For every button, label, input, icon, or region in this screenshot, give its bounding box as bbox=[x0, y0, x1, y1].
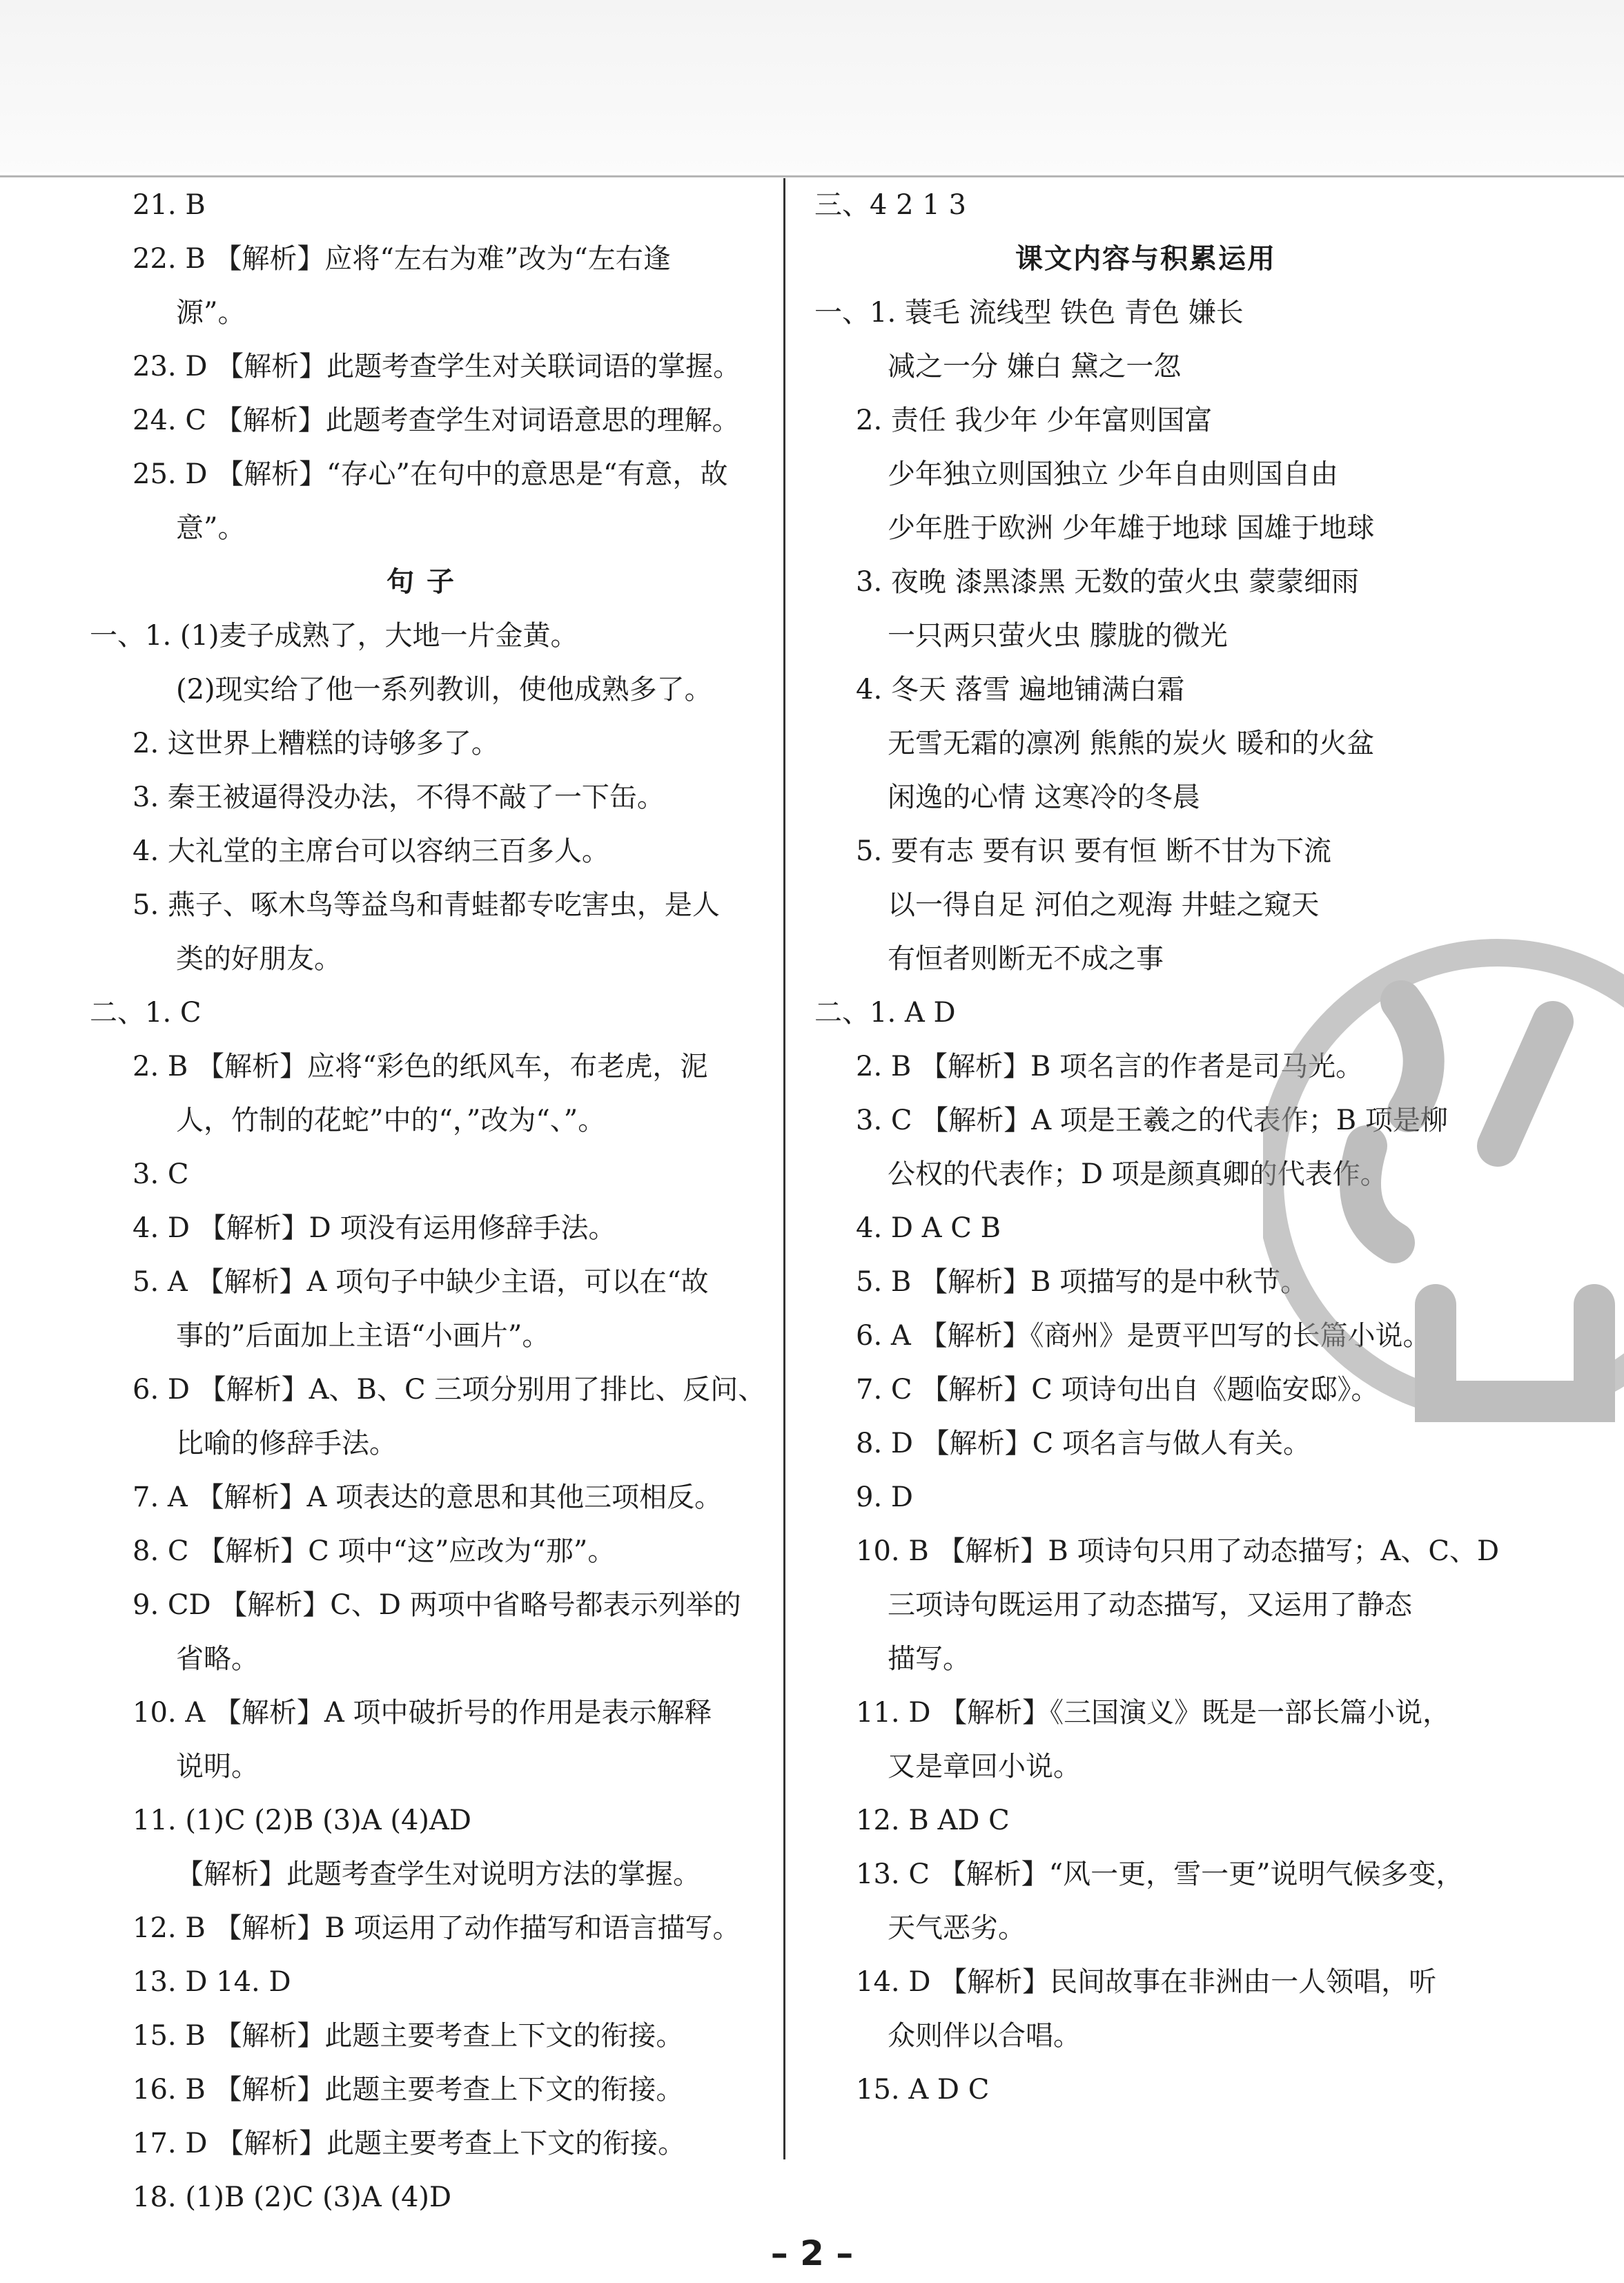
right-answer-line: 5. B 【解析】B 项描写的是中秋节。 bbox=[856, 1266, 1309, 1298]
left-answer-line: 18. (1)B (2)C (3)A (4)D bbox=[133, 2182, 452, 2213]
left-answer-line: 5. 燕子、啄木鸟等益鸟和青蛙都专吃害虫，是人 bbox=[133, 889, 720, 921]
right-answer-line: 众则伴以合唱。 bbox=[888, 2020, 1081, 2052]
left-answer-line: 21. B bbox=[133, 189, 206, 221]
left-answer-line: 23. D 【解析】此题考查学生对关联词语的掌握。 bbox=[133, 351, 741, 382]
left-answer-line: 4. D 【解析】D 项没有运用修辞手法。 bbox=[133, 1212, 616, 1244]
right-answer-line: 一只两只萤火虫 朦胧的微光 bbox=[888, 620, 1228, 652]
left-answer-line: 25. D 【解析】“存心”在句中的意思是“有意，故 bbox=[133, 458, 728, 490]
right-answer-line: 2. 责任 我少年 少年富则国富 bbox=[856, 405, 1213, 436]
left-answer-line: 5. A 【解析】A 项句子中缺少主语，可以在“故 bbox=[133, 1266, 709, 1298]
right-answer-line: 4. 冬天 落雪 遍地铺满白霜 bbox=[856, 674, 1185, 706]
right-answer-line: 以一得自足 河伯之观海 井蛙之窥天 bbox=[888, 889, 1320, 921]
watermark-seal-icon bbox=[1263, 918, 1624, 1443]
left-answer-line: 说明。 bbox=[176, 1751, 259, 1782]
right-answer-line: 13. C 【解析】“风一更，雪一更”说明气候多变， bbox=[856, 1858, 1464, 1890]
left-column bbox=[90, 178, 766, 2224]
right-answer-line: 14. D 【解析】民间故事在非洲由一人领唱，听 bbox=[856, 1966, 1437, 1998]
left-answer-line: 意”。 bbox=[176, 512, 246, 544]
right-answer-line: 2. B 【解析】B 项名言的作者是司马光。 bbox=[856, 1051, 1364, 1082]
right-answer-line: 4. D A C B bbox=[856, 1212, 1001, 1244]
right-answer-line: 减之一分 嫌白 黛之一忽 bbox=[888, 351, 1182, 382]
left-answer-line: 17. D 【解析】此题主要考查上下文的衔接。 bbox=[133, 2128, 686, 2159]
right-answer-line: 3. C 【解析】A 项是王羲之的代表作；B 项是柳 bbox=[856, 1105, 1448, 1136]
right-answer-line: 6. A 【解析】《商州》是贾平凹写的长篇小说。 bbox=[856, 1320, 1431, 1352]
left-answer-line: 2. 这世界上糟糕的诗够多了。 bbox=[133, 728, 499, 759]
right-answer-line: 又是章回小说。 bbox=[888, 1751, 1081, 1782]
right-answer-line: 有恒者则断无不成之事 bbox=[888, 943, 1164, 975]
left-answer-line: 句 子 bbox=[387, 565, 456, 598]
right-answer-line: 课文内容与积累运用 bbox=[1015, 242, 1276, 275]
left-answer-line: 6. D 【解析】A、B、C 三项分别用了排比、反问、 bbox=[133, 1374, 766, 1406]
left-answer-line: 4. 大礼堂的主席台可以容纳三百多人。 bbox=[133, 835, 609, 867]
left-answer-line: 9. CD 【解析】C、D 两项中省略号都表示列举的 bbox=[133, 1589, 741, 1621]
right-answer-line: 三、4 2 1 3 bbox=[814, 189, 966, 221]
right-answer-line: 3. 夜晚 漆黑漆黑 无数的萤火虫 蒙蒙细雨 bbox=[856, 566, 1360, 598]
right-answer-line: 10. B 【解析】B 项诗句只用了动态描写；A、C、D bbox=[856, 1535, 1500, 1567]
left-answer-line: 人，竹制的花蛇”中的“，”改为“、”。 bbox=[176, 1105, 606, 1136]
right-answer-line: 11. D 【解析】《三国演义》既是一部长篇小说， bbox=[856, 1697, 1451, 1729]
right-answer-line: 少年独立则国独立 少年自由则国自由 bbox=[888, 458, 1338, 490]
right-answer-line: 7. C 【解析】C 项诗句出自《题临安邸》。 bbox=[856, 1374, 1379, 1406]
left-answer-line: 二、1. C bbox=[90, 997, 202, 1029]
right-answer-line: 一、1. 蓑毛 流线型 铁色 青色 嫌长 bbox=[814, 297, 1244, 329]
left-answer-line: 2. B 【解析】应将“彩色的纸风车，布老虎，泥 bbox=[133, 1051, 708, 1082]
left-answer-line: 10. A 【解析】A 项中破折号的作用是表示解释 bbox=[133, 1697, 712, 1729]
left-answer-line: 22. B 【解析】应将“左右为难”改为“左右逢 bbox=[133, 243, 671, 275]
left-answer-line: 一、1. (1)麦子成熟了，大地一片金黄。 bbox=[90, 620, 578, 652]
left-answer-line: 3. C bbox=[133, 1158, 189, 1190]
left-answer-line: (2)现实给了他一系列教训，使他成熟多了。 bbox=[176, 674, 712, 706]
right-answer-line: 三项诗句既运用了动态描写，又运用了静态 bbox=[888, 1589, 1412, 1621]
left-answer-line: 15. B 【解析】此题主要考查上下文的衔接。 bbox=[133, 2020, 684, 2052]
right-answer-line: 描写。 bbox=[888, 1643, 970, 1675]
right-answer-line: 无雪无霜的凛冽 熊熊的炭火 暖和的火盆 bbox=[888, 728, 1375, 759]
left-answer-line: 省略。 bbox=[176, 1643, 259, 1675]
right-answer-line: 12. B AD C bbox=[856, 1805, 1010, 1836]
left-answer-line: 12. B 【解析】B 项运用了动作描写和语言描写。 bbox=[133, 1912, 741, 1944]
left-answer-line: 3. 秦王被逼得没办法，不得不敲了一下缶。 bbox=[133, 781, 665, 813]
right-answer-line: 8. D 【解析】C 项名言与做人有关。 bbox=[856, 1428, 1311, 1459]
right-answer-line: 公权的代表作；D 项是颜真卿的代表作。 bbox=[888, 1158, 1388, 1190]
left-answer-line: 8. C 【解析】C 项中“这”应改为“那”。 bbox=[133, 1535, 616, 1567]
left-answer-line: 13. D 14. D bbox=[133, 1966, 291, 1998]
left-answer-line: 比喻的修辞手法。 bbox=[176, 1428, 397, 1459]
page-number: – 2 – bbox=[770, 2233, 854, 2273]
left-answer-line: 源”。 bbox=[176, 297, 246, 329]
scan-top-margin bbox=[0, 0, 1624, 173]
right-answer-line: 9. D bbox=[856, 1481, 913, 1513]
left-answer-line: 【解析】此题考查学生对说明方法的掌握。 bbox=[176, 1858, 701, 1890]
header-rule bbox=[0, 175, 1624, 177]
right-answer-line: 天气恶劣。 bbox=[888, 1912, 1026, 1944]
left-answer-line: 类的好朋友。 bbox=[176, 943, 342, 975]
right-answer-line: 15. A D C bbox=[856, 2074, 990, 2106]
right-answer-line: 少年胜于欧洲 少年雄于地球 国雄于地球 bbox=[888, 512, 1375, 544]
left-answer-line: 事的”后面加上主语“小画片”。 bbox=[176, 1320, 550, 1352]
column-divider bbox=[783, 178, 785, 2159]
left-answer-line: 11. (1)C (2)B (3)A (4)AD bbox=[133, 1805, 471, 1836]
right-answer-line: 5. 要有志 要有识 要有恒 断不甘为下流 bbox=[856, 835, 1332, 867]
left-answer-line: 7. A 【解析】A 项表达的意思和其他三项相反。 bbox=[133, 1481, 723, 1513]
left-answer-line: 24. C 【解析】此题考查学生对词语意思的理解。 bbox=[133, 405, 740, 436]
right-answer-line: 二、1. A D bbox=[814, 997, 956, 1029]
right-answer-line: 闲逸的心情 这寒冷的冬晨 bbox=[888, 781, 1200, 813]
left-answer-line: 16. B 【解析】此题主要考查上下文的衔接。 bbox=[133, 2074, 684, 2106]
